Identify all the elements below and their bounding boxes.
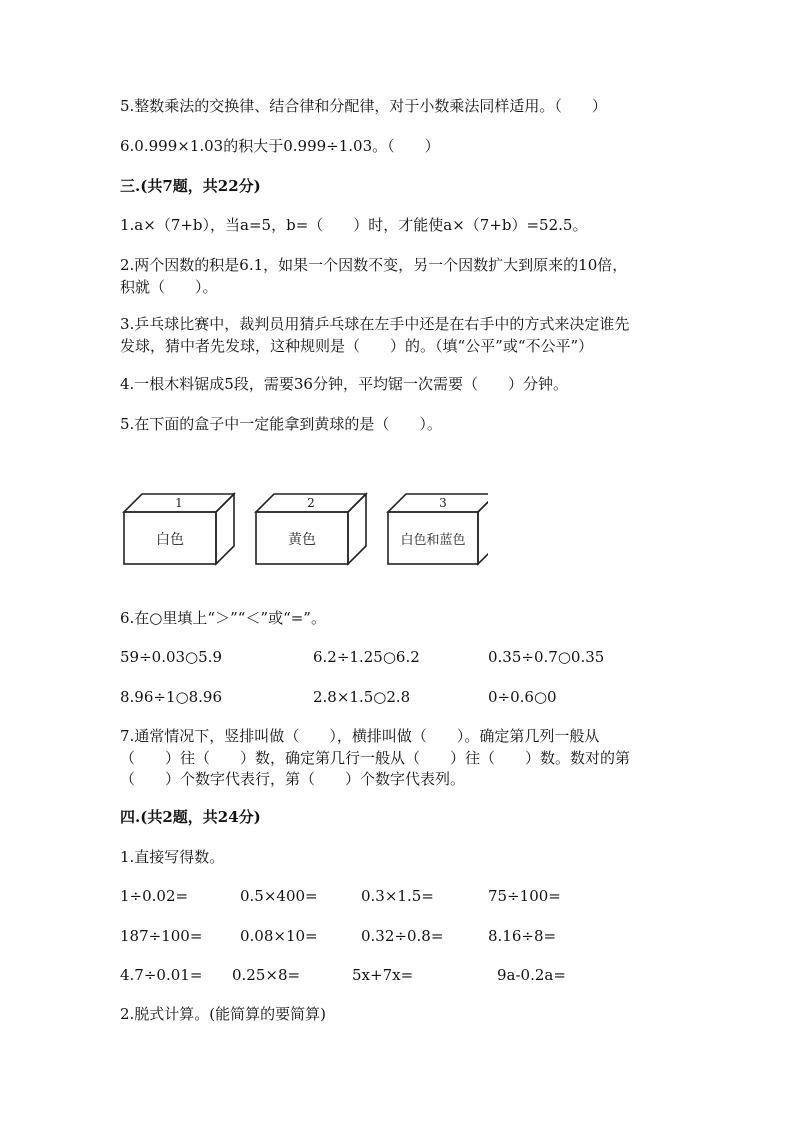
question-3-2-line-2: 积就（ ）。	[120, 278, 218, 296]
calc-item: 1÷0.02=	[120, 887, 189, 905]
question-3-3-line-2: 发球，猜中者先发球，这种规则是（ ）的。（填“公平”或“不公平”）	[120, 337, 594, 355]
box-3-label: 白色和蓝色	[400, 533, 466, 548]
calc-item: 0.25×8=	[232, 966, 301, 984]
calc-item: 0.08×10=	[240, 927, 318, 945]
box-1	[124, 494, 234, 564]
box-2	[256, 494, 366, 564]
question-3-4: 4.一根木料锯成5段，需要36分钟，平均锯一次需要（ ）分钟。	[120, 375, 568, 393]
question-3-7-line-2: （ ）往（ ）数，确定第几行一般从（ ）往（ ）数。数对的第	[120, 749, 631, 767]
question-3-2-line-1: 2.两个因数的积是6.1，如果一个因数不变，另一个因数扩大到原来的10倍，	[120, 256, 628, 274]
box-3-number: 3	[439, 496, 447, 510]
compare-item: 8.96÷1○8.96	[120, 688, 222, 706]
box-1-number: 1	[175, 496, 183, 510]
question-2-5: 5.整数乘法的交换律、结合律和分配律，对于小数乘法同样适用。（ ）	[120, 97, 607, 115]
question-3-5: 5.在下面的盒子中一定能拿到黄球的是（ ）。	[120, 415, 442, 433]
question-4-2: 2.脱式计算。(能简算的要简算)	[120, 1005, 327, 1023]
compare-item: 0÷0.6○0	[488, 688, 557, 706]
question-3-7-line-3: （ ）个数字代表行，第（ ）个数字代表列。	[120, 770, 466, 788]
section-4-title: 四.(共2题，共24分)	[120, 808, 261, 826]
question-3-6: 6.在○里填上“＞”“＜”或“=”。	[120, 609, 326, 627]
question-4-1: 1.直接写得数。	[120, 848, 225, 866]
question-2-6: 6.0.999×1.03的积大于0.999÷1.03。（ ）	[120, 137, 440, 155]
question-3-1: 1.a×（7+b），当a=5，b=（ ）时，才能使a×（7+b）=52.5。	[120, 216, 588, 234]
compare-item: 6.2÷1.25○6.2	[313, 648, 420, 666]
box-2-label: 黄色	[288, 532, 316, 548]
compare-item: 0.35÷0.7○0.35	[488, 648, 605, 666]
calc-item: 0.32÷0.8=	[361, 927, 444, 945]
box-1-label: 白色	[156, 532, 184, 548]
calc-item: 9a-0.2a=	[497, 966, 566, 984]
box-2-number: 2	[307, 496, 315, 510]
calc-item: 0.5×400=	[240, 887, 318, 905]
box-3	[388, 494, 488, 564]
calc-item: 187÷100=	[120, 927, 203, 945]
section-3-title: 三.(共7题，共22分)	[120, 177, 261, 195]
compare-item: 59÷0.03○5.9	[120, 648, 222, 666]
calc-item: 0.3×1.5=	[361, 887, 434, 905]
boxes-figure	[118, 488, 488, 576]
question-3-7-line-1: 7.通常情况下，竖排叫做（ ），横排叫做（ ）。确定第几列一般从	[120, 727, 600, 745]
compare-item: 2.8×1.5○2.8	[313, 688, 411, 706]
calc-item: 5x+7x=	[352, 966, 414, 984]
calc-item: 4.7÷0.01=	[120, 966, 203, 984]
calc-item: 75÷100=	[488, 887, 561, 905]
calc-item: 8.16÷8=	[488, 927, 557, 945]
question-3-3-line-1: 3.乒乓球比赛中，裁判员用猜乒乓球在左手中还是在右手中的方式来决定谁先	[120, 315, 630, 333]
